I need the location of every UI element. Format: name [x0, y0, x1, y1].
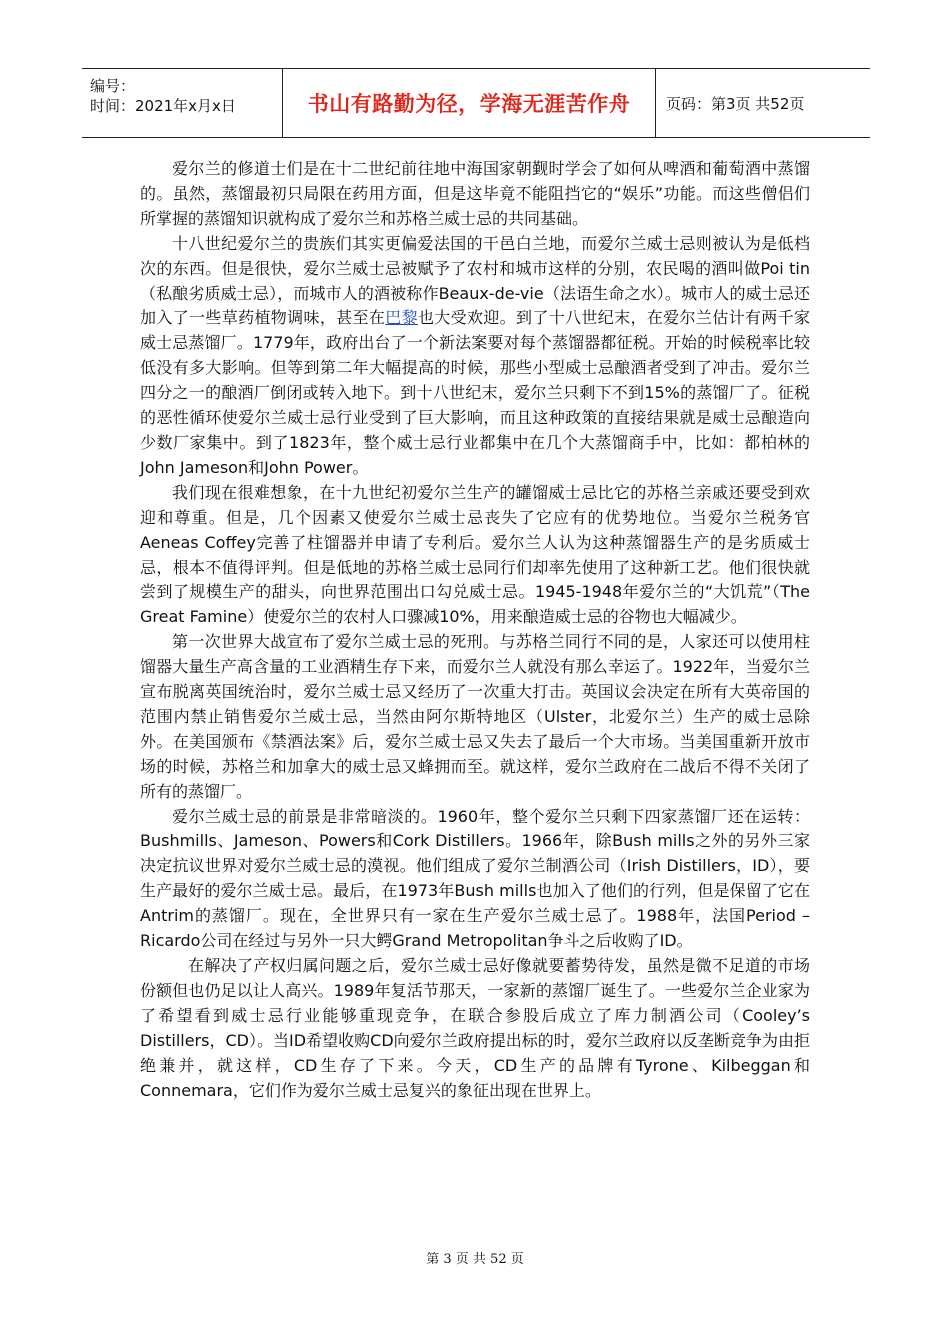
header-motto: 书山有路勤为径，学海无涯苦作舟	[307, 92, 631, 116]
page-header	[82, 68, 870, 138]
paragraph-1: 爱尔兰的修道士们是在十二世纪前往地中海国家朝觐时学会了如何从啤酒和葡萄酒中蒸馏的。虽然，蒸馏最初只局限在药用方面，但是这毕竟不能阻挡它的“娱乐”功能。而这些僧侣们所掌握的蒸馏知识就构成了爱尔兰和苏格兰威士忌的共同基础。	[140, 159, 810, 228]
paragraph-4: 第一次世界大战宣布了爱尔兰威士忌的死刑。与苏格兰同行不同的是，人家还可以使用柱馏器大量生产高含量的工业酒精生存下来，而爱尔兰人就没有那么幸运了。1922年，当爱尔兰宣布脱离英国统治时，爱尔兰威士忌又经历了一次重大打击。英国议会决定在所有大英帝国的范围内禁止销售爱尔兰威士忌，当然由阿尔斯特地区（Ulster，北爱尔兰）生产的威士忌除外。在美国颁布《禁酒法案》后，爱尔兰威士忌又失去了最后一个大市场。当美国重新开放市场的时候，苏格兰和加拿大的威士忌又蜂拥而至。就这样，爱尔兰政府在二战后不得不关闭了所有的蒸馏厂。	[140, 632, 810, 801]
paragraph-2	[140, 232, 810, 481]
document-body	[140, 157, 810, 1103]
paragraph-3: 我们现在很难想象，在十九世纪初爱尔兰生产的罐馏威士忌比它的苏格兰亲戚还要受到欢迎和尊重。但是，几个因素又使爱尔兰威士忌丧失了它应有的优势地位。当爱尔兰税务官Aeneas Coffey完善了柱馏器并申请了专利后。爱尔兰人认为这种蒸馏器生产的是劣质威士忌，根本不值得评判。但是低地的苏格兰威士忌同行们却率先使用了这种新工艺。他们很快就尝到了规模生产的甜头，向世界范围出口勾兑威士忌。1945-1948年爱尔兰的“大饥荒”（The Great Famine）使爱尔兰的农村人口骤减10%，用来酿造威士忌的谷物也大幅减少。	[140, 482, 810, 627]
header-motto-cell	[282, 69, 656, 137]
document-number-label: 编号：	[90, 77, 136, 95]
paragraph-6: 在解决了产权归属问题之后，爱尔兰威士忌好像就要蓄势待发，虽然是微不足道的市场份额但也仍足以让人高兴。1989年复活节那天，一家新的蒸馏厂诞生了。一些爱尔兰企业家为了希望看到威士忌行业能够重现竞争，在联合参股后成立了库力制酒公司（Cooley’s Distillers，CD）。当ID希望收购CD向爱尔兰政府提出标的时，爱尔兰政府以反垄断竞争为由拒绝兼并，就这样，CD生存了下来。今天，CD生产的品牌有Tyrone、Kilbeggan和Connemara，它们作为爱尔兰威士忌复兴的象征出现在世界上。	[140, 956, 810, 1100]
paragraph-2-text-a: 十八世纪爱尔兰的贵族们其实更偏爱法国的干邑白兰地，而爱尔兰威士忌则被认为是低档次的东西。但是很快，爱尔兰威士忌被赋予了农村和城市这样的分别，农民喝的酒叫做Poi tin（私酿劣质威士忌），而城市人的酒被称作Beaux-de-vie（法语生命之水）。城市人的威士忌还加入了一些草药植物调味，甚至在	[140, 233, 810, 328]
paragraph-2-text-b: 也大受欢迎。到了十八世纪末，在爱尔兰估计有两千家威士忌蒸馏厂。1779年，政府出台了一个新法案要对每个蒸馏器都征税。开始的时候税率比较低没有多大影响。但等到第二年大幅提高的时候，那些小型威士忌酿酒者受到了冲击。爱尔兰四分之一的酿酒厂倒闭或转入地下。到十八世纪末，爱尔兰只剩下不到15%的蒸馏厂了。征税的恶性循环使爱尔兰威士忌行业受到了巨大影响，而且这种政策的直接结果就是威士忌酿造向少数厂家集中。到了1823年，整个威士忌行业都集中在几个大蒸馏商手中，比如：都柏林的John Jameson和John Power。	[140, 308, 810, 477]
paragraph-5: 爱尔兰威士忌的前景是非常暗淡的。1960年，整个爱尔兰只剩下四家蒸馏厂还在运转：Bushmills、Jameson、Powers和Cork Distillers。1966年，除Bush mills之外的另外三家决定抗议世界对爱尔兰威士忌的漠视。他们组成了爱尔兰制酒公司（Irish Distillers，ID），要生产最好的爱尔兰威士忌。最后，在1973年Bush mills也加入了他们的行列，但是保留了它在Antrim的蒸馏厂。现在，全世界只有一家在生产爱尔兰威士忌了。1988年，法国Period – Ricardo公司在经过与另外一只大鳄Grand Metropolitan争斗之后收购了ID。	[140, 806, 810, 951]
header-page-info: 页码：第3页 共52页	[666, 94, 805, 113]
document-date-label: 时间：2021年x月x日	[90, 97, 236, 115]
paris-link[interactable]: 巴黎	[385, 308, 418, 328]
header-left-cell	[82, 69, 282, 137]
page-footer: 第 3 页 共 52 页	[426, 1252, 524, 1267]
header-page-cell	[656, 69, 870, 137]
